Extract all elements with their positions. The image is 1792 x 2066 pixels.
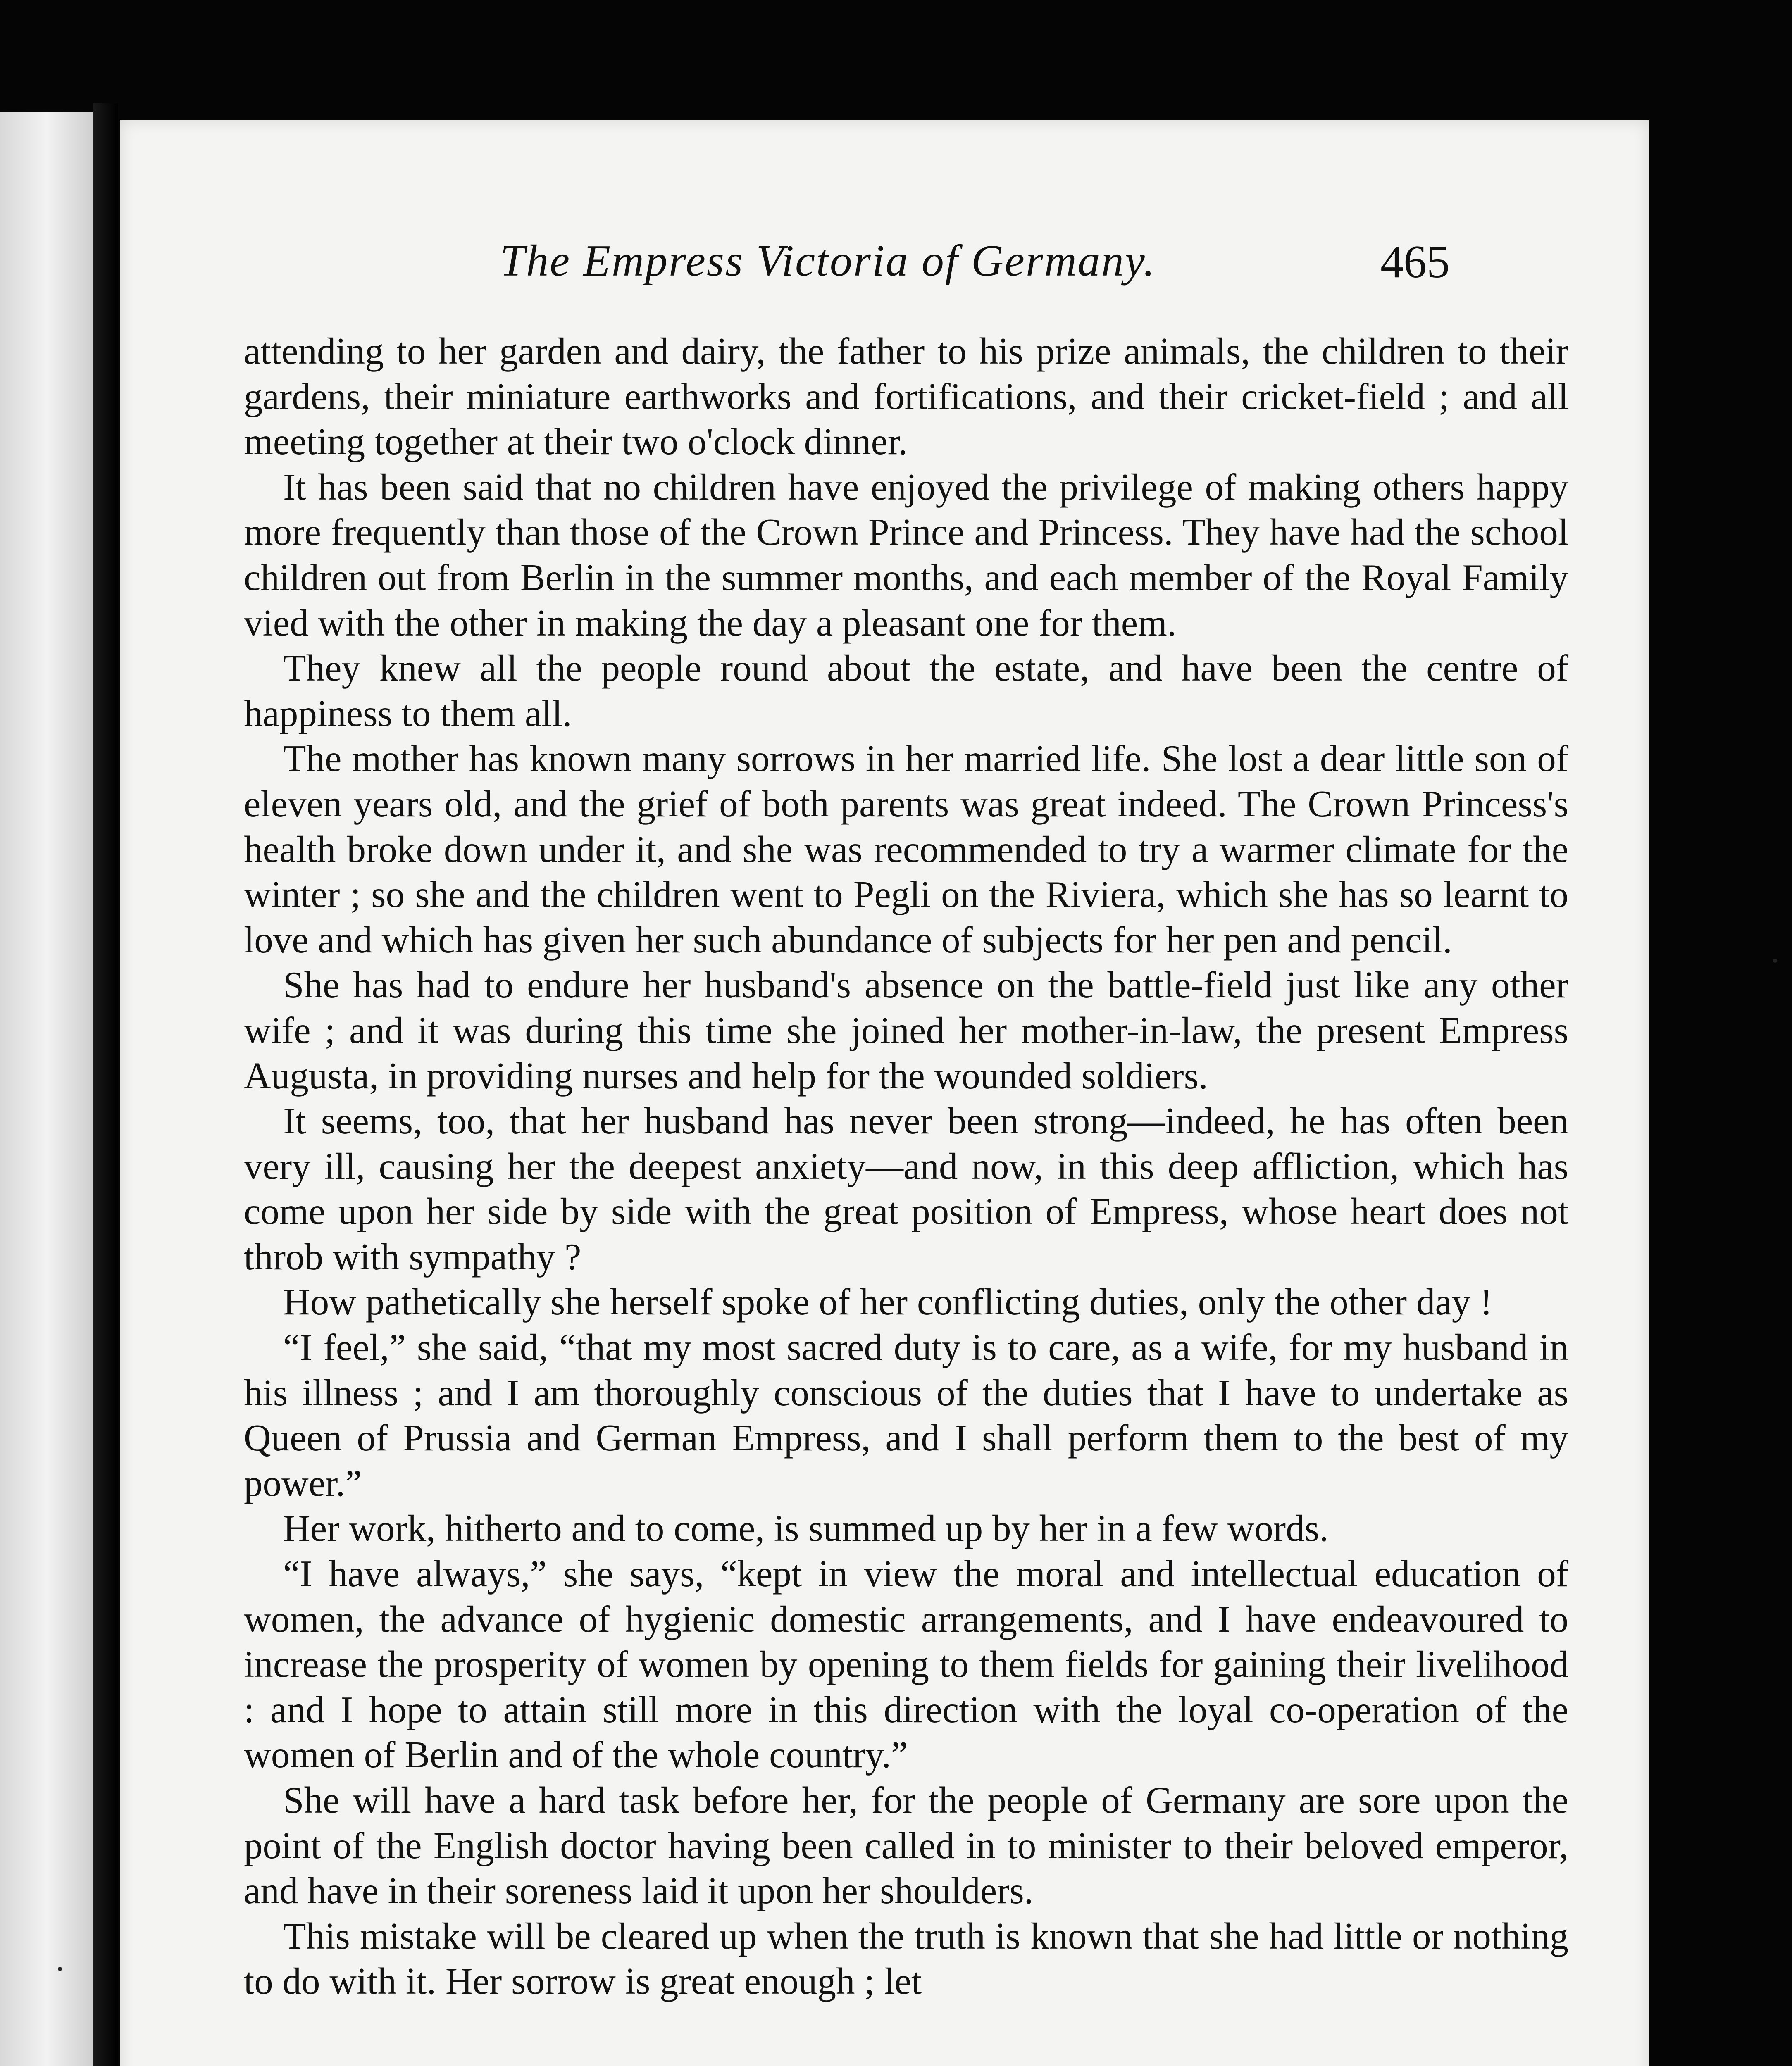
- paragraph: attending to her garden and dairy, the father to his prize animals, the children to their gardens, their miniature earthworks and fortifications, and their cricket-field ; and all meeting together at their two o'clock dinner.: [244, 330, 1568, 463]
- paragraph: The mother has known many sorrows in her married life. She lost a dear little son of eleven years old, and the grief of both parents was great indeed. The Crown Princess's health broke down under it, and she was recommended to try a warmer climate for the winter ; so she and the children went to Pegli on the Riviera, which she has so learnt to love and which has given her such abundance of subjects for her pen and pencil.: [244, 738, 1568, 961]
- paragraph: They knew all the people round about the estate, and have been the centre of happiness to them all.: [244, 647, 1568, 734]
- paragraph: This mistake will be cleared up when the truth is known that she had little or nothing to do with it. Her sorrow is great enough ; let: [244, 1915, 1568, 2002]
- previous-page-edge: [0, 112, 93, 2066]
- book-page: [120, 120, 1649, 2066]
- paragraph: Her work, hitherto and to come, is summed up by her in a few words.: [283, 1507, 1329, 1550]
- scan-speck: [58, 1967, 62, 1971]
- paragraph: She will have a hard task before her, for the people of Germany are sore upon the point of the English doctor having been called in to minister to their beloved emperor, and have in their soreness laid it upon her shoulders.: [244, 1779, 1568, 1912]
- paragraph: How pathetically she herself spoke of her conflicting duties, only the other day !: [283, 1281, 1493, 1323]
- running-title: The Empress Victoria of Germany.: [500, 236, 1156, 286]
- paragraph: It seems, too, that her husband has never been strong—indeed, he has often been very ill, causing her the deepest anxiety—and now, in this deep affliction, which has come upon her side by side with the great position of Empress, whose heart does not throb with sympathy ?: [244, 1100, 1568, 1278]
- paragraph: It has been said that no children have enjoyed the privilege of making others happy more frequently than those of the Crown Prince and Princess. They have had the school children out from Berlin in the summer months, and each member of the Royal Family vied with the other in making the day a pleasant one for them.: [244, 466, 1568, 644]
- page-number: 465: [1380, 236, 1450, 288]
- paragraph: “I feel,” she said, “that my most sacred duty is to care, as a wife, for my husband in his illness ; and I am thoroughly conscious of the duties that I have to undertake as Queen of Prussia and German Empress, and I shall perform them to the best of my power.”: [244, 1326, 1568, 1504]
- body-text: [244, 328, 1568, 2004]
- paragraph: She has had to endure her husband's absence on the battle-field just like any other wife ; and it was during this time she joined her mother-in-law, the present Empress Augusta, in providing nurses and help for the wounded soldiers.: [244, 964, 1568, 1097]
- page-gutter-shadow: [93, 103, 118, 2066]
- paragraph: “I have always,” she says, “kept in view the moral and intellectual education of women, the advance of hygienic domestic arrangements, and I have endeavoured to increase the prosperity of women by opening to them fields for gaining their livelihood : and I hope to attain still more in this direction with the loyal co-operation of the women of Berlin and of the whole country.”: [244, 1553, 1568, 1776]
- scan-speck: [1773, 959, 1777, 963]
